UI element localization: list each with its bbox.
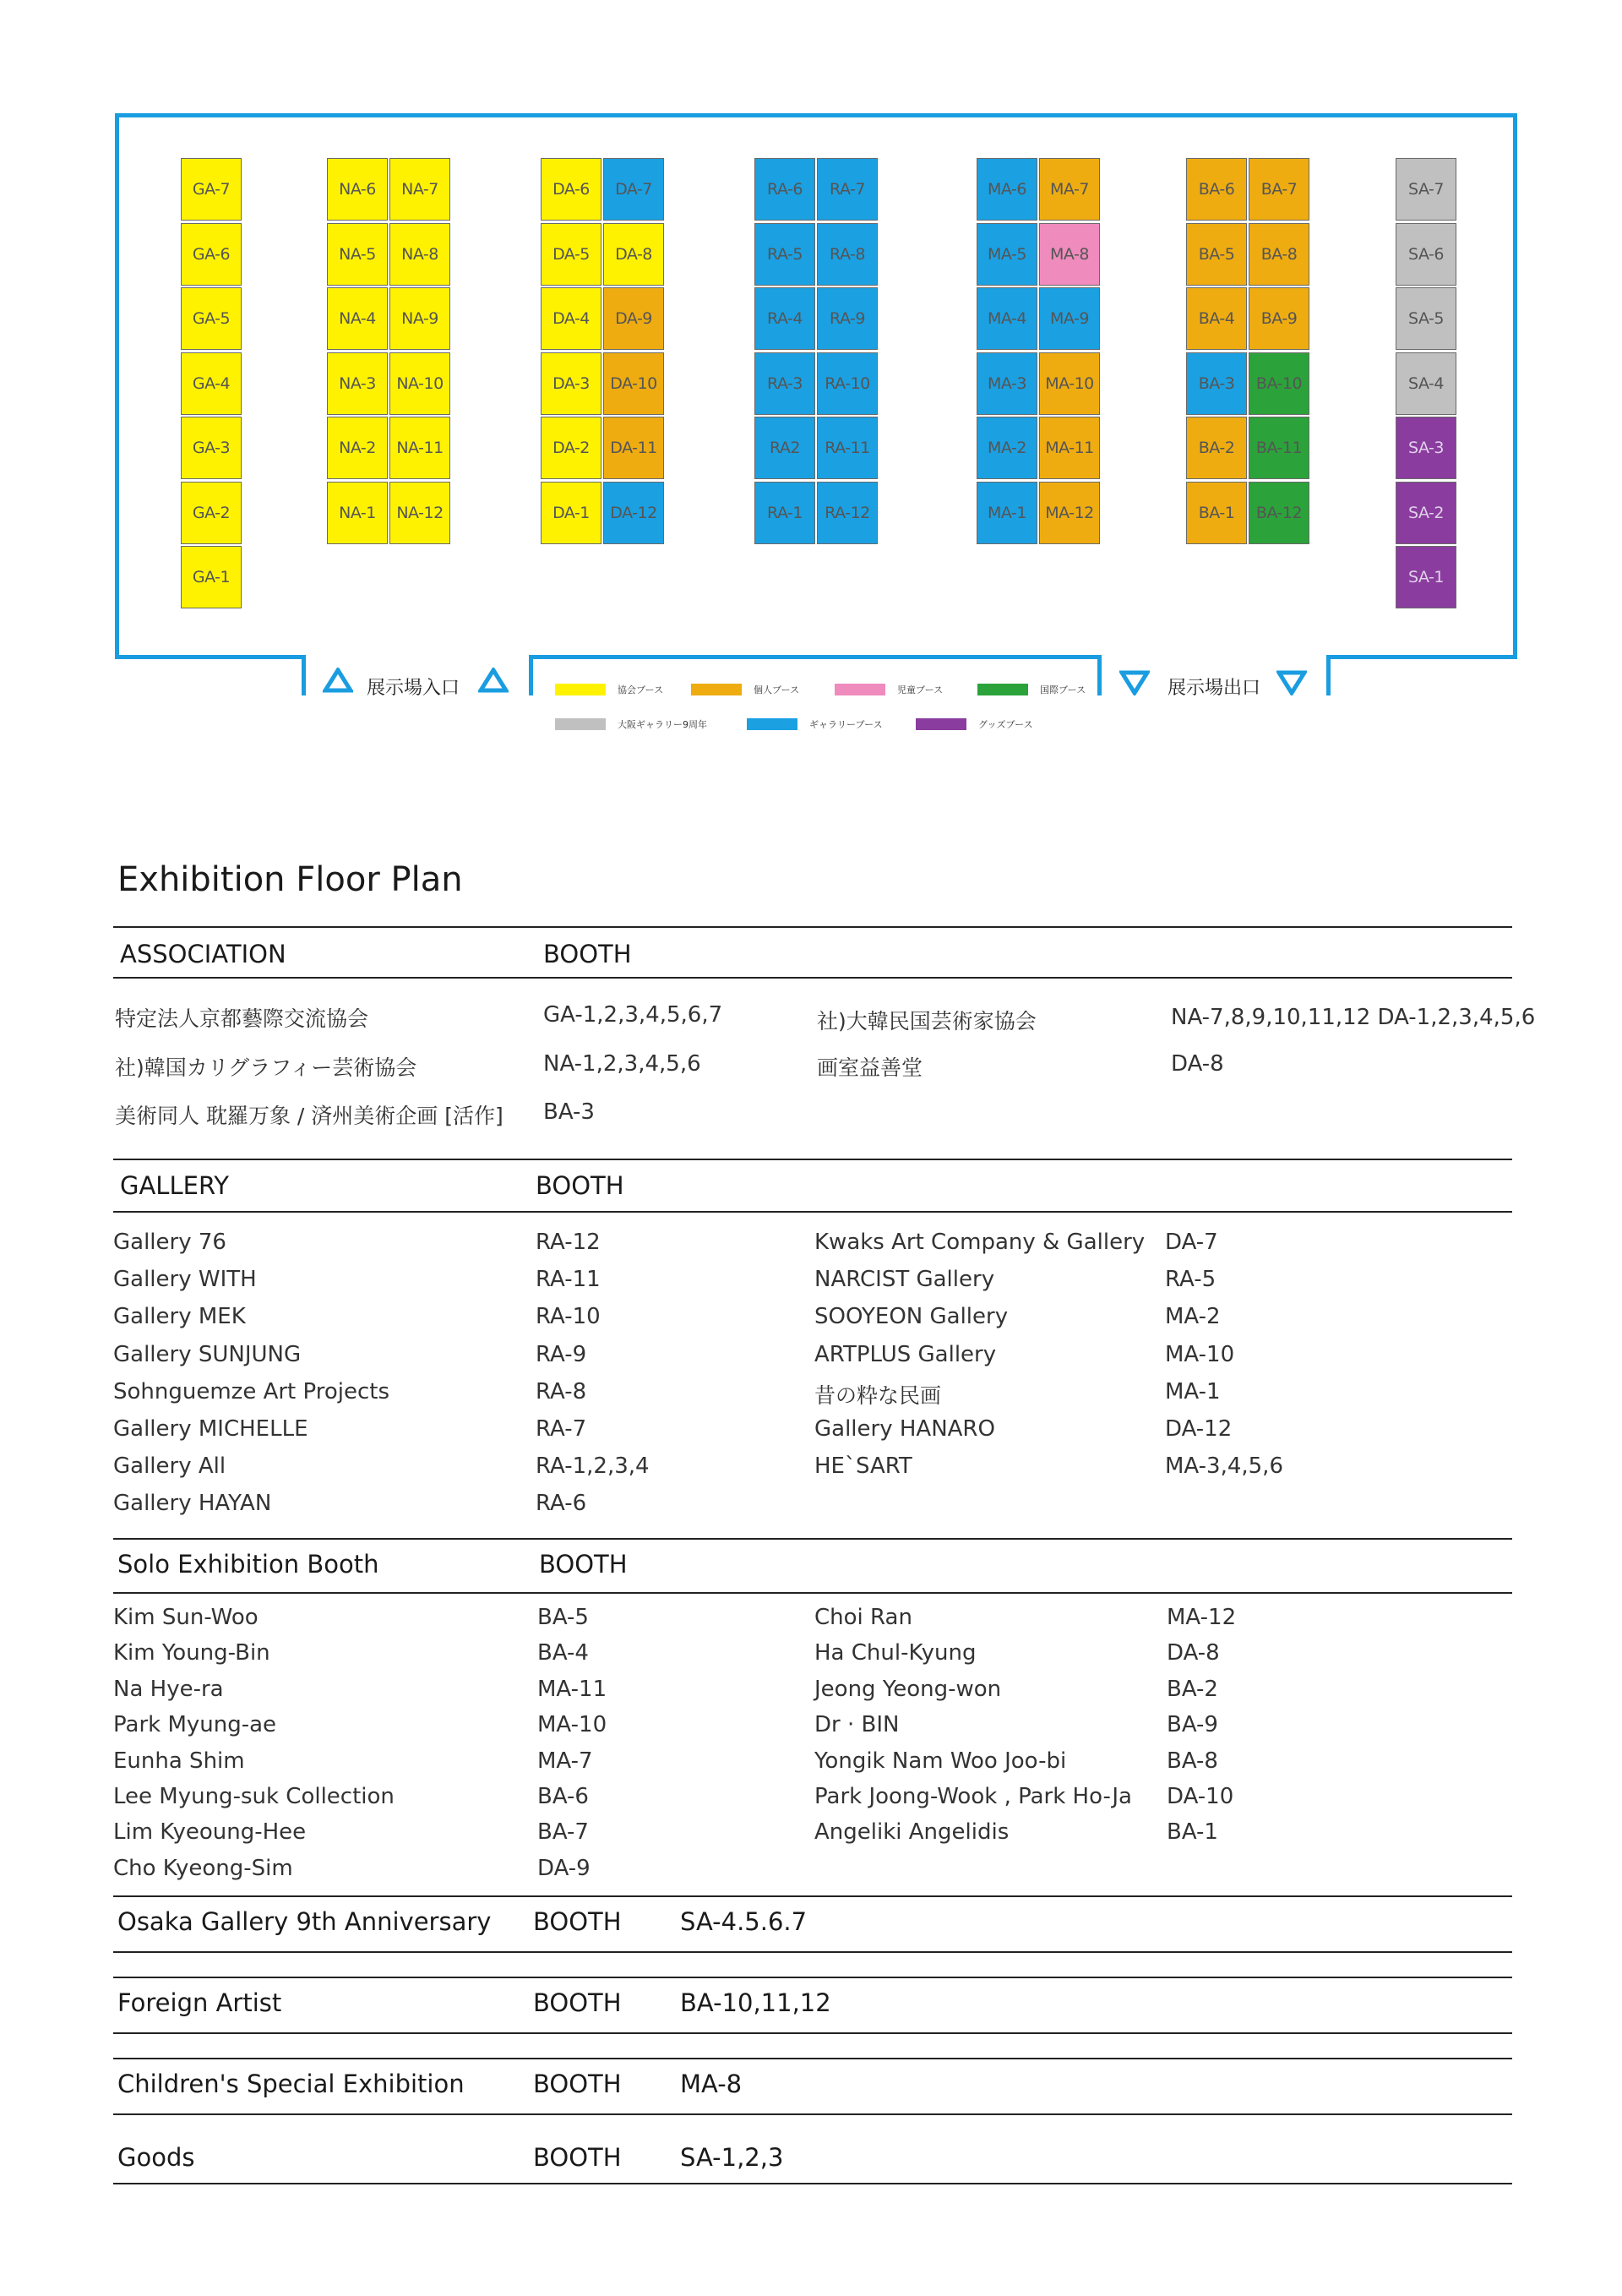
legend-item [555,717,707,731]
gallery-booth: DA-7 [1165,1230,1218,1255]
single-section-booth-heading: BOOTH [533,1988,622,2017]
booth-da-7: DA-7 [603,158,664,221]
section-rule [113,1211,1512,1213]
booth-ra-7: RA-7 [817,158,878,221]
solo-name: Park Myung-ae [113,1712,277,1738]
gallery-booth: MA-2 [1165,1304,1221,1330]
gallery-booth: RA-5 [1165,1267,1216,1293]
gallery-booth: MA-1 [1165,1378,1221,1404]
booth-ga-3: GA-3 [181,417,242,479]
solo-booth: BA-5 [537,1605,589,1630]
single-section-heading: Foreign Artist [117,1988,282,2017]
hall-wall-bottom-mid-post-left [529,655,533,695]
legend-item [747,717,883,731]
solo-booth: MA-7 [537,1748,593,1774]
gallery-booth-heading: BOOTH [536,1171,624,1200]
solo-booth: BA-6 [537,1784,589,1809]
section-rule [113,1977,1512,1978]
booth-ba-11: BA-11 [1249,417,1309,479]
solo-booth: MA-11 [537,1676,607,1702]
exit-arrow-icon [1276,670,1307,695]
gallery-name: SOOYEON Gallery [814,1304,1009,1330]
booth-sa-2: SA-2 [1396,482,1456,544]
hall-wall-bottom-mid-post-right [1097,655,1102,695]
legend-swatch [747,718,797,730]
association-booth: BA-3 [543,1099,595,1125]
single-section-booth-heading: BOOTH [533,1907,622,1936]
booth-na-6: NA-6 [327,158,388,221]
booth-ra-5: RA-5 [754,223,815,286]
booth-da-12: DA-12 [603,482,664,544]
booth-da-2: DA-2 [541,417,601,479]
association-name: 画室益善堂 [817,1055,923,1080]
gallery-booth: RA-7 [536,1416,587,1442]
booth-ma-11: MA-11 [1039,417,1100,479]
solo-booth-heading: BOOTH [539,1550,628,1579]
booth-ma-5: MA-5 [977,223,1037,286]
legend-swatch [555,684,606,695]
solo-name: Cho Kyeong-Sim [113,1855,293,1881]
booth-ma-4: MA-4 [977,287,1037,350]
hall-wall-bottom-right-post [1326,655,1331,695]
solo-name: Lim Kyeoung-Hee [113,1819,307,1846]
booth-ba-2: BA-2 [1186,417,1247,479]
booth-ga-1: GA-1 [181,546,242,608]
gallery-name: Gallery MEK [113,1304,246,1330]
entrance-label: 展示場入口 [367,678,460,699]
gallery-name: Kwaks Art Company & Gallery [814,1230,1146,1255]
solo-booth: BA-4 [537,1640,589,1666]
legend-label: グッズブース [978,719,1033,730]
exit-label: 展示場出口 [1168,678,1261,699]
solo-booth: DA-8 [1167,1640,1220,1666]
single-section-booth: SA-4.5.6.7 [680,1907,808,1936]
single-section-heading: Goods [117,2143,195,2172]
solo-name: Na Hye-ra [113,1676,224,1702]
booth-na-10: NA-10 [389,352,450,415]
booth-na-1: NA-1 [327,482,388,544]
gallery-name: NARCIST Gallery [814,1267,995,1293]
entrance-arrow-icon [478,668,509,693]
association-booth: NA-7,8,9,10,11,12 DA-1,2,3,4,5,6 [1171,1005,1536,1030]
solo-name: Park Joong-Wook , Park Ho-Ja [814,1784,1132,1809]
legend-item [835,683,943,696]
section-rule [113,2058,1512,2059]
association-name: 社)大韓民国芸術家協会 [817,1009,1037,1033]
gallery-booth: RA-1,2,3,4 [536,1453,650,1480]
booth-na-9: NA-9 [389,287,450,350]
booth-ga-7: GA-7 [181,158,242,221]
booth-da-8: DA-8 [603,223,664,286]
booth-na-7: NA-7 [389,158,450,221]
booth-ra-4: RA-4 [754,287,815,350]
booth-ma-7: MA-7 [1039,158,1100,221]
solo-booth: BA-2 [1167,1676,1218,1702]
solo-name: Choi Ran [814,1605,912,1630]
solo-booth: BA-1 [1167,1819,1218,1846]
hall-wall-right [1513,113,1517,659]
single-section-booth: MA-8 [680,2070,743,2098]
booth-da-3: DA-3 [541,352,601,415]
legend-label: 個人ブース [754,684,800,695]
booth-na-8: NA-8 [389,223,450,286]
legend-item [555,683,663,696]
entrance-arrow-icon [323,668,353,693]
legend-label: ギャラリーブース [809,719,883,730]
gallery-booth: RA-6 [536,1491,587,1517]
booth-na-12: NA-12 [389,482,450,544]
booth-ba-5: BA-5 [1186,223,1247,286]
association-booth: DA-8 [1171,1051,1224,1077]
legend-swatch [916,718,966,730]
legend-item [916,717,1033,731]
gallery-name: Sohnguemze Art Projects [113,1378,390,1404]
gallery-name: Gallery WITH [113,1267,257,1293]
booth-na-4: NA-4 [327,287,388,350]
gallery-booth: RA-10 [536,1304,601,1330]
solo-booth: BA-8 [1167,1748,1218,1774]
booth-ga-5: GA-5 [181,287,242,350]
section-rule [113,2113,1512,2115]
booth-da-6: DA-6 [541,158,601,221]
solo-booth: BA-7 [537,1819,589,1846]
section-rule [113,1159,1512,1160]
legend-label: 児童ブース [897,684,944,695]
booth-ma-2: MA-2 [977,417,1037,479]
association-name: 美術同人 耽羅万象 / 済州美術企画 [活作] [115,1104,503,1128]
booth-ma-12: MA-12 [1039,482,1100,544]
booth-ba-10: BA-10 [1249,352,1309,415]
gallery-name: Gallery 76 [113,1230,226,1255]
booth-sa-6: SA-6 [1396,223,1456,286]
solo-name: Angeliki Angelidis [814,1819,1010,1846]
booth-ma-10: MA-10 [1039,352,1100,415]
booth-sa-1: SA-1 [1396,546,1456,608]
single-section-heading: Osaka Gallery 9th Anniversary [117,1907,492,1936]
solo-booth: MA-10 [537,1712,607,1738]
booth-ra-1: RA-1 [754,482,815,544]
gallery-name: ARTPLUS Gallery [814,1341,997,1367]
section-rule [113,2032,1512,2034]
solo-booth: DA-9 [537,1855,591,1881]
booth-sa-4: SA-4 [1396,352,1456,415]
solo-booth: BA-9 [1167,1712,1218,1738]
gallery-name: 昔の粋な民画 [814,1383,942,1408]
association-name: 社)韓国カリグラフィー芸術協会 [115,1055,417,1080]
booth-ga-2: GA-2 [181,482,242,544]
solo-name: Jeong Yeong-won [814,1676,1002,1702]
booth-ga-6: GA-6 [181,223,242,286]
association-booth-heading: BOOTH [543,940,632,968]
solo-name: Dr · BIN [814,1712,900,1738]
exit-arrow-icon [1119,670,1150,695]
association-heading: ASSOCIATION [120,940,286,968]
booth-ma-9: MA-9 [1039,287,1100,350]
booth-ba-9: BA-9 [1249,287,1309,350]
section-rule [113,1592,1512,1594]
section-rule [113,977,1512,979]
hall-wall-bottom-right [1326,655,1517,659]
booth-na-11: NA-11 [389,417,450,479]
hall-wall-top [115,113,1517,117]
booth-da-11: DA-11 [603,417,664,479]
association-booth: NA-1,2,3,4,5,6 [543,1051,701,1077]
booth-ba-6: BA-6 [1186,158,1247,221]
solo-name: Kim Sun-Woo [113,1605,259,1630]
booth-ma-6: MA-6 [977,158,1037,221]
hall-wall-left [115,113,119,659]
booth-da-10: DA-10 [603,352,664,415]
section-rule [113,1538,1512,1540]
solo-name: Kim Young-Bin [113,1640,270,1666]
booth-na-2: NA-2 [327,417,388,479]
solo-name: Eunha Shim [113,1748,245,1774]
booth-ra-10: RA-10 [817,352,878,415]
legend-swatch [835,684,885,695]
solo-booth: DA-10 [1167,1784,1234,1809]
gallery-name: HE`SART [814,1453,912,1480]
gallery-booth: RA-12 [536,1230,601,1255]
solo-name: Yongik Nam Woo Joo-bi [814,1748,1067,1774]
booth-ba-7: BA-7 [1249,158,1309,221]
page-title: Exhibition Floor Plan [117,860,463,899]
section-rule [113,1895,1512,1897]
booth-ma-1: MA-1 [977,482,1037,544]
gallery-booth: RA-9 [536,1341,587,1367]
booth-ga-4: GA-4 [181,352,242,415]
legend-swatch [691,684,742,695]
booth-sa-5: SA-5 [1396,287,1456,350]
legend-item [977,683,1086,696]
section-rule [113,2183,1512,2184]
booth-da-4: DA-4 [541,287,601,350]
gallery-name: Gallery MICHELLE [113,1416,308,1442]
legend-label: 協会ブース [618,684,664,695]
association-booth: GA-1,2,3,4,5,6,7 [543,1002,723,1028]
gallery-name: Gallery HANARO [814,1416,995,1442]
solo-heading: Solo Exhibition Booth [117,1550,379,1579]
association-name: 特定法人京都藝際交流協会 [115,1006,369,1031]
booth-ma-3: MA-3 [977,352,1037,415]
legend-swatch [555,718,606,730]
gallery-booth: MA-3,4,5,6 [1165,1453,1283,1480]
solo-name: Ha Chul-Kyung [814,1640,977,1666]
gallery-booth: MA-10 [1165,1341,1235,1367]
booth-ba-8: BA-8 [1249,223,1309,286]
booth-ba-3: BA-3 [1186,352,1247,415]
single-section-booth-heading: BOOTH [533,2070,622,2098]
single-section-booth-heading: BOOTH [533,2143,622,2172]
booth-ra-8: RA-8 [817,223,878,286]
booth-ra-6: RA-6 [754,158,815,221]
single-section-heading: Children's Special Exhibition [117,2070,465,2098]
gallery-booth: RA-11 [536,1267,601,1293]
booth-ra-12: RA-12 [817,482,878,544]
booth-da-9: DA-9 [603,287,664,350]
booth-ba-1: BA-1 [1186,482,1247,544]
gallery-name: Gallery All [113,1453,226,1480]
gallery-name: Gallery HAYAN [113,1491,272,1517]
booth-ra-3: RA-3 [754,352,815,415]
single-section-booth: SA-1,2,3 [680,2143,784,2172]
booth-ma-8: MA-8 [1039,223,1100,286]
hall-wall-bottom-left [115,655,306,659]
booth-ra-9: RA-9 [817,287,878,350]
floor-plan [0,0,1622,761]
gallery-booth: RA-8 [536,1378,587,1404]
section-rule [113,1951,1512,1953]
booth-da-5: DA-5 [541,223,601,286]
legend-label: 大阪ギャラリー9周年 [618,719,707,730]
gallery-booth: DA-12 [1165,1416,1233,1442]
booth-ba-4: BA-4 [1186,287,1247,350]
legend-label: 国際ブース [1040,684,1086,695]
solo-name: Lee Myung-suk Collection [113,1784,395,1809]
booth-ba-12: BA-12 [1249,482,1309,544]
legend-item [691,683,799,696]
booth-da-1: DA-1 [541,482,601,544]
booth-na-5: NA-5 [327,223,388,286]
single-section-booth: BA-10,11,12 [680,1988,831,2017]
booth-sa-7: SA-7 [1396,158,1456,221]
booth-sa-3: SA-3 [1396,417,1456,479]
legend-swatch [977,684,1028,695]
hall-wall-bottom-left-post [302,655,306,695]
solo-booth: MA-12 [1167,1605,1237,1630]
booth-na-3: NA-3 [327,352,388,415]
section-rule [113,926,1512,928]
hall-wall-bottom-mid [529,655,1102,659]
gallery-heading: GALLERY [120,1171,229,1200]
booth-ra-11: RA-11 [817,417,878,479]
booth-ra2: RA2 [754,417,815,479]
gallery-name: Gallery SUNJUNG [113,1341,302,1367]
